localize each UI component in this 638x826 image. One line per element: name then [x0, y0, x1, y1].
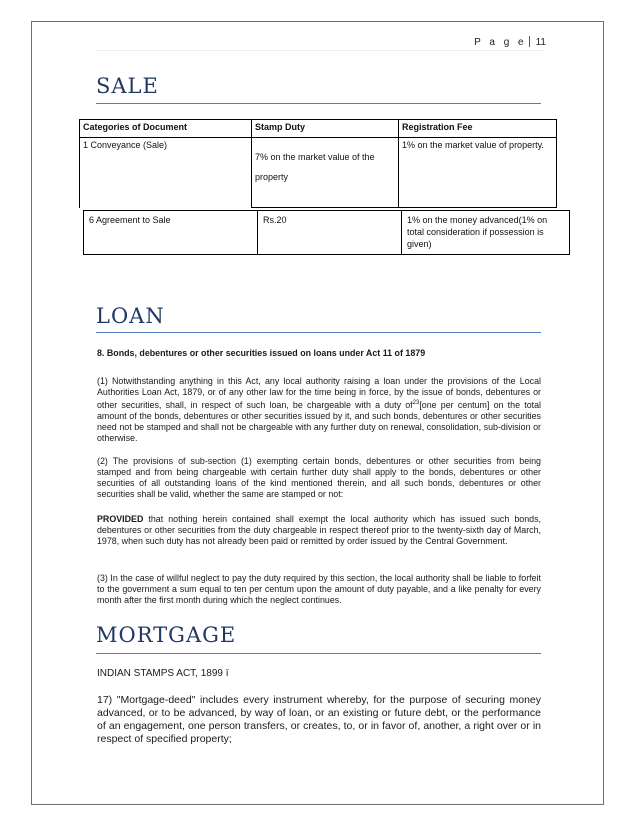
- sale-heading: SALE: [96, 74, 159, 98]
- loan-subheading: 8. Bonds, debentures or other securities issued on loans under Act 11 of 1879: [97, 348, 426, 358]
- footnote-ref: 23: [412, 400, 420, 406]
- header-categories: Categories of Document: [80, 120, 252, 138]
- loan-p1-text-a: (1) Notwithstanding anything in this Act, any local authority raising a loan under the provisions of the Local Authorities Loan Act, 1879, or of any other law for the time being in force, by the issue of bonds, debentures or other securities, shall, in respect of such loan, be chargeable with a duty of: [97, 376, 541, 410]
- row1-fee: 1% on the market value of property.: [399, 138, 557, 208]
- loan-paragraph-1: [97, 376, 541, 444]
- header-rule: [96, 50, 543, 51]
- table-row: [80, 138, 557, 208]
- proviso-label: PROVIDED: [97, 514, 144, 524]
- row1-duty: 7% on the market value of the property: [252, 138, 399, 208]
- header-registration-fee: Registration Fee: [399, 120, 557, 138]
- mortgage-heading: MORTGAGE: [96, 623, 237, 647]
- loan-paragraph-3: (3) In the case of willful neglect to pay the duty required by this section, the local authority shall be liable to forfeit to the government a sum equal to ten per centum upon the amount of duty payable, and a like penalty for every month after the first month during which the neglect continues.: [97, 573, 541, 605]
- mortgage-definition: 17) "Mortgage-deed" includes every instrument whereby, for the purpose of securing money advanced, or to be advanced, by way of loan, or an existing or future debt, or the performance of an engagement, one person transfers, or creates, to, or in favor of, another, a right over or in respect of specified property;: [97, 694, 541, 745]
- header-stamp-duty: Stamp Duty: [252, 120, 399, 138]
- row2-fee: 1% on the money advanced(1% on total consideration if possession is given): [402, 211, 570, 255]
- loan-proviso: [97, 514, 541, 547]
- page-label: P a g e: [474, 37, 527, 48]
- row2-category: 6 Agreement to Sale: [84, 211, 258, 255]
- table-row: [84, 211, 570, 255]
- sale-table-continued: [83, 210, 570, 255]
- loan-heading-rule: [96, 332, 541, 333]
- mortgage-act-line: INDIAN STAMPS ACT, 1899 ï: [97, 668, 229, 679]
- page-number: 11: [535, 37, 546, 48]
- proviso-text: that nothing herein contained shall exempt the local authority which has issued such bonds, debentures or other securities from the duty chargeable in respect thereof prior to the twenty-sixth day of March, 1978, when such duty has not already been paid or remitted by order issued by the Central Government.: [97, 514, 541, 546]
- page-number-header: [474, 36, 546, 48]
- loan-p1-text-b: [one per centum] on the total amount of the bonds, debentures or other securities issued by it, and such bonds, debentures or other securities need not be stamped and shall not be chargeable with any further duty on renewal, consolidation, sub-division or otherwise.: [97, 399, 542, 443]
- row2-duty: Rs.20: [258, 211, 402, 255]
- sale-heading-rule: [96, 103, 541, 104]
- sale-table-header-row: [80, 120, 557, 138]
- row1-category: 1 Conveyance (Sale): [80, 138, 252, 208]
- mortgage-heading-rule: [96, 653, 541, 654]
- sale-table: [79, 119, 557, 208]
- page-divider: [529, 36, 530, 47]
- loan-paragraph-2: (2) The provisions of sub-section (1) exempting certain bonds, debentures or other securities from being stamped and from being chargeable with certain further duty shall apply to the bonds, debentures or other securities of all outstanding loans of the kind mentioned therein, and all such bonds, debentures or other securities shall be valid, whether the same are stamped or not:: [97, 456, 541, 499]
- loan-heading: LOAN: [96, 304, 165, 328]
